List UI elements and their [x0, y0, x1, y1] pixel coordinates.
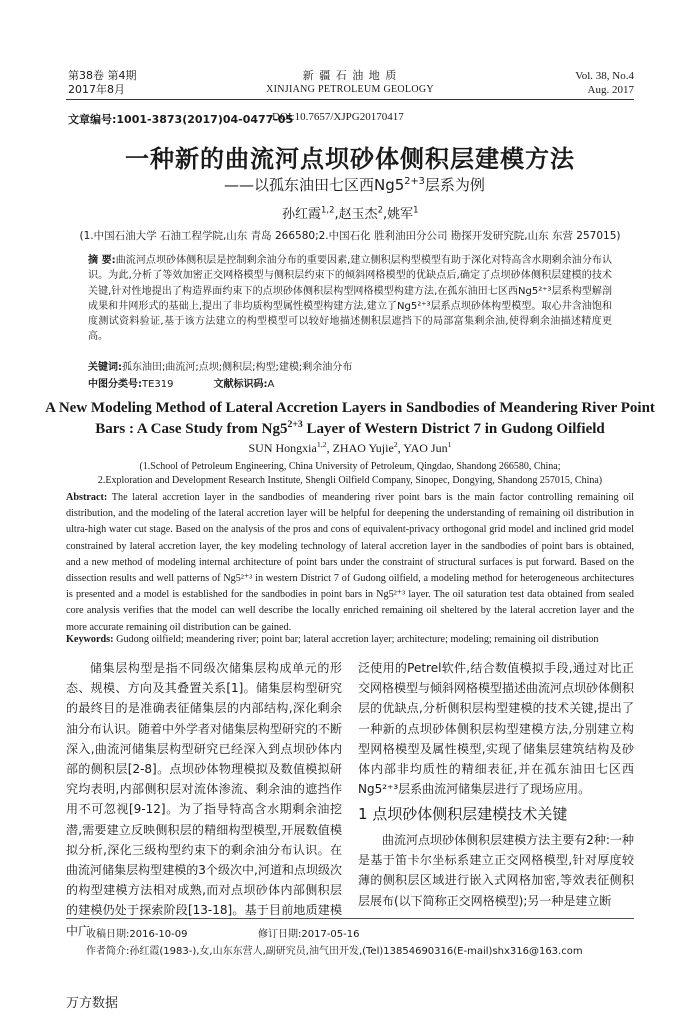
- doi: DOI:10.7657/XJPG20170417: [272, 111, 404, 123]
- abstract-cn: [88, 253, 612, 345]
- footnote-revised: 修订日期:2017-05-16: [258, 929, 360, 940]
- author-en-3: , YAO Jun: [397, 441, 448, 455]
- authors-en: [0, 441, 700, 456]
- header-rule: [66, 99, 634, 100]
- keywords-en: [66, 632, 634, 647]
- body-left-column: 储集层构型是指不同级次储集层构成单元的形态、规模、方向及其叠置关系[1]。储集层构型研究的最终目的是准确表征储集层的内部结构,深化剩余油分布认识。随着中外学者对储集层构型研究的不断深入,曲流河储集层构型研究已经深入到点坝砂体内部的侧积层[2-8]。点坝砂体物理模拟及数值模拟研究均表明,内部侧积层对流体渗流、剩余油的遮挡作用不可忽视[9-12]。为了指导特高含水期剩余油挖潜,需要建立反映侧积层的精细构型模型,开展数值模拟分析,深化三级构型约束下的剩余油分布认识。在曲流河储集层构型建模的3个级次中,河道和点坝级次的构型建模方法相对成熟,而对点坝砂体内部侧积层的建模仍处于探索阶段[13-18]。基于目前地质建模中广: [66, 661, 343, 938]
- watermark: 万方数据: [66, 996, 119, 1011]
- abstract-en-text: The lateral accretion layer in the sandbodies of meandering river point bars is the main factor controlling remaining oil distribution, and the modeling of the lateral accretion layer will be helpful for deepening the understanding of remaining oil distribution in ultra-high water cut stage. Based on the analysis of the pros and cons of equivalent-privacy orthogonal grid model and inclined grid model constrained by lateral accretion layer, the key modeling technology of lateral accretion layer in the sandbodies of point bars is obtained, and a new method of modeling internal architecture of point bars under the constraint of structural surfaces is put forward. Based on the dissection results and well patterns of Ng5²⁺³ in western District 7 of Gudong oilfield, a modeling method for heterogeneous architectures is presented and a model is established for the sandbodies in point bars in Ng5²⁺³ layer. The oil saturation test data obtained from sealed core analysis verifies that the model can well describe the locally enriched remaining oil sheltered by the lateral accretion layer and the more accurate remaining oil distribution can be gained.: [66, 492, 634, 633]
- classification-row: [88, 377, 274, 392]
- title-en-line2-b: Layer of Western District 7 in Gudong Oilfield: [302, 421, 605, 437]
- header-journal-en: XINJIANG PETROLEUM GEOLOGY: [266, 84, 434, 95]
- keywords-en-text: Gudong oilfield; meandering river; point bar; lateral accretion layer; architecture; modeling; remaining oil distribution: [116, 634, 599, 645]
- abstract-cn-text: 曲流河点坝砂体侧积层是控制剩余油分布的重要因素,建立侧积层构型模型有助于深化对特高含水期剩余油分布认识。为此,分析了等效加密正交网格模型与侧积层约束下的倾斜网格模型的优缺点后,确定了点坝砂体侧积层建模的技术关键,针对性地提出了构造界面约束下的点坝砂体侧积层构型网格模型构建方法,在孤东油田七区西Ng5²⁺³层系构型解剖成果和井网形式的基础上,提出了非均质构型属性模型构建方法,建立了Ng5²⁺³层系点坝砂体构型模型。取心井含油饱和度测试资料验证,基于该方法建立的构型模型可以较好地描述侧积层遮挡下的局部富集剩余油,使得剩余油描述精度更高。: [88, 255, 612, 343]
- author-cn-1-sup: 1,2: [321, 204, 335, 215]
- author-cn-3-sup: 1: [413, 204, 419, 215]
- keywords-en-label: Keywords:: [66, 634, 114, 645]
- author-en-2-sup: 2: [393, 440, 398, 449]
- body-right-para-2: 曲流河点坝砂体侧积层建模方法主要有2种:一种是基于笛卡尔坐标系建立正交网格模型,针对厚度较薄的侧积层区域进行嵌入式网格加密,等效表征侧积层展布(以下简称正交网格模型);另一种是建立断: [358, 833, 634, 908]
- author-cn-3: ,姚军: [382, 207, 414, 222]
- body-right-para-1: 泛使用的Petrel软件,结合数值模拟手段,通过对比正交网格模型与倾斜网格模型描述曲流河点坝砂体侧积层的优缺点,分析侧积层构型建模的技术关键,提出了一种新的点坝砂体侧积层构型建模方法,分别建立构型网格模型及属性模型,实现了储集层建筑结构及砂体内部非均质性的精细表征,并在孤东油田七区西Ng5²⁺³层系曲流河储集层进行了现场应用。: [358, 661, 635, 797]
- keywords-cn-label: 关键词:: [88, 362, 122, 373]
- footnote-received: 收稿日期:2016-10-09: [86, 929, 188, 940]
- author-cn-1: 孙红霞: [282, 207, 322, 222]
- subtitle-cn-sup: 2+3: [404, 176, 425, 187]
- footnote-rule: [66, 918, 634, 919]
- keywords-cn-text: 孤东油田;曲流河;点坝;侧积层;构型;建模;剩余油分布: [122, 362, 353, 373]
- title-en-sup: 2+3: [287, 419, 303, 430]
- subtitle-cn: [224, 174, 485, 195]
- abstract-en: [66, 490, 634, 636]
- subtitle-cn-prefix: ——以孤东油田七区西Ng5: [224, 176, 405, 194]
- doc-code-value: A: [267, 379, 275, 390]
- author-en-1: SUN Hongxia: [248, 441, 317, 455]
- affiliation-en-1: (1.School of Petroleum Engineering, China University of Petroleum, Qingdao, Shandong 266580, China;: [139, 461, 561, 472]
- affiliation-cn: (1.中国石油大学 石油工程学院,山东 青岛 266580;2.中国石化 胜利油田分公司 勘探开发研究院,山东 东营 257015): [79, 230, 621, 242]
- author-en-1-sup: 1,2: [316, 440, 327, 449]
- author-cn-2: ,赵玉杰: [334, 207, 378, 222]
- section-1-heading: 1 点坝砂体侧积层建模技术关键: [358, 805, 568, 823]
- title-en-line2: [0, 421, 700, 438]
- title-en-line2-a: Bars : A Case Study from Ng5: [95, 421, 288, 437]
- author-en-3-sup: 1: [447, 440, 452, 449]
- abstract-cn-label: 摘 要:: [88, 255, 116, 266]
- header-date-cn: 2017年8月: [68, 83, 125, 96]
- title-en-line1: A New Modeling Method of Lateral Accretion Layers in Sandbodies of Meandering River Point: [45, 400, 655, 416]
- affiliation-en-2: 2.Exploration and Development Research Institute, Shengli Oilfield Company, Sinopec, Dongying, Shandong 257015, China): [97, 475, 603, 486]
- abstract-en-label: Abstract:: [66, 492, 108, 503]
- header-journal-cn: 新 疆 石 油 地 质: [302, 69, 398, 82]
- subtitle-cn-suffix: 层系为例: [424, 176, 485, 194]
- keywords-cn: [88, 360, 612, 375]
- doc-code-label: 文献标识码:: [213, 379, 268, 390]
- header-volume-cn: 第38卷 第4期: [68, 69, 137, 82]
- author-en-2: , ZHAO Yujie: [326, 441, 394, 455]
- header-date-en: Aug. 2017: [587, 84, 634, 96]
- article-number: 文章编号:1001-3873(2017)04-0477-05: [68, 113, 294, 126]
- author-cn-2-sup: 2: [377, 204, 383, 215]
- authors-cn: [282, 203, 418, 222]
- header-volume-en: Vol. 38, No.4: [575, 70, 634, 82]
- footnote-author: 作者简介:孙红霞(1983-),女,山东东营人,副研究员,油气田开发,(Tel)13854690316(E-mail)shx316@163.com: [86, 946, 583, 957]
- clc-label: 中图分类号:: [88, 379, 142, 390]
- title-cn: 一种新的曲流河点坝砂体侧积层建模方法: [125, 145, 575, 173]
- clc-value: TE319: [142, 379, 174, 390]
